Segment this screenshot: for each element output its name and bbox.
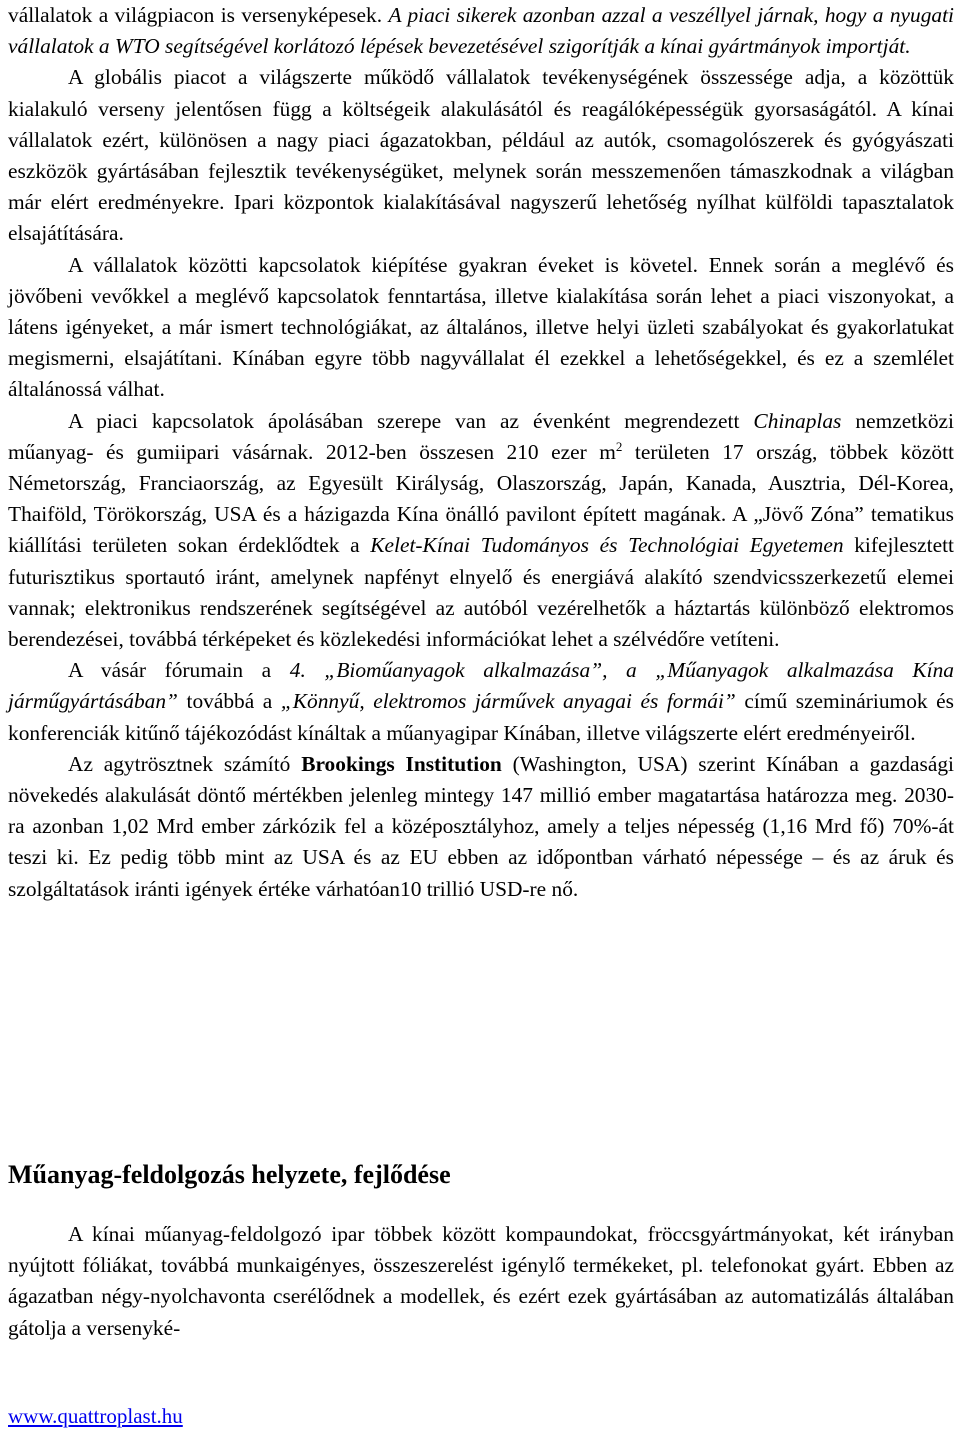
bold-text: Brookings Institution (301, 751, 502, 776)
body-text (8, 0, 954, 905)
paragraph-1 (8, 0, 954, 62)
paragraph-6 (8, 749, 954, 905)
body-text-2 (8, 1219, 954, 1344)
text: továbbá a (186, 689, 273, 714)
paragraph-3: A vállalatok közötti kapcsolatok kiépítése gyakran éveket is követel. Ennek során a meglévő és jövőbeni vevőkkel a meglévő kapcsolatok fenntartása, illetve kialakítása során lehet a piaci viszonyokat, a látens igényeket, a már ismert technológiákat, az általános, illetve helyi üzleti szabályokat és gyakorlatukat megismerni, elsajátítani. Kínában egyre több nagyvállalat él ezekkel a lehetőségekkel, és ez a szemlélet általánossá válhat. (8, 252, 954, 402)
text: Az agytrösztnek számító (68, 751, 291, 776)
italic-text: 4. „Bioműanyagok alkalmazása”, a „Műanyagok alkalmazása Kína járműgyártásában” (8, 658, 955, 714)
italic-text: Kelet-Kínai Tudományos és Technológiai Egyetemen (370, 533, 844, 558)
italic-text: Chinaplas (753, 408, 842, 433)
italic-text: „Könnyű, elektromos járművek anyagai és formái” (280, 689, 736, 714)
italic-text: A piaci sikerek azonban azzal a veszéllyel járnak, hogy a nyugati vállalatok a WTO segítségével korlátozó lépések bevezetésével szigorítják a kínai gyártmányok importját. (8, 3, 954, 59)
paragraph-4 (8, 406, 954, 656)
text: (Washington, USA) szerint Kínában a gazdasági növekedés alakulását döntő mértékben jelenleg mintegy 147 millió ember magatartása határozza meg. 2030-ra azonban 1,02 Mrd ember zárkózik fel a középosztályhoz, amely a teljes népesség (1,16 Mrd fő) 70%-át teszi ki. Ez pedig több mint az USA és az EU ebben az időpontban várható népessége – és az áruk és szolgáltatások iránti igények értéke várhatóan10 trillió USD-re nő. (8, 751, 954, 901)
paragraph-2: A globális piacot a világszerte működő vállalatok tevékenységének összessége adja, a közöttük kialakuló verseny jelentősen függ a költségeik alakulásától és reagálóképességük gyorsaságától. A kínai vállalatok ezért, különösen a nagy piaci ágazatokban, például az autók, csomagolószerek és gyógyászati eszközök gyártásában fejlesztik tevékenységüket, melynek során messzemenően támaszkodnak a világban már elért eredményekre. Ipari központok kialakításával nagyszerű lehetőség nyílhat külföldi tapasztalatok elsajátítására. (8, 65, 954, 246)
superscript: 2 (615, 438, 623, 454)
text: kifejlesztett futurisztikus sportautó iránt, amelynek napfényt elnyelő és energiává alakító szendvicsszerkezetű elemei vannak; elektronikus rendszerének segítségével az autóból vezérelhetők a háztartás különböző elektromos berendezései, továbbá térképeket és közlekedési információkat lehet a szélvédőre vetíteni. (8, 533, 954, 652)
text: A piaci kapcsolatok ápolásában szerepe van az évenként megrendezett (68, 408, 740, 433)
paragraph-5 (8, 655, 954, 749)
text: című szemináriumok és konferenciák kitűnő tájékozódást kínáltak a műanyagipar Kínában, illetve világszerte elért eredményeiről. (8, 689, 954, 745)
text: nemzetközi műanyag- és gumiipari vásárnak. 2012-ben összesen 210 ezer m (8, 408, 954, 464)
paragraph-7: A kínai műanyag-feldolgozó ipar többek között kompaundokat, fröccsgyártmányokat, két irányban nyújtott fóliákat, továbbá munkaigényes, összeszerelést igénylő termékeket, pl. telefonokat gyárt. Ebben az ágazatban négy-nyolchavonta cserélődnek a modellek, és ezért ezek gyártásában az automatizálás általában gátolja a versenyké- (8, 1222, 954, 1340)
section-heading: Műanyag-feldolgozás helyzete, fejlődése (8, 1160, 451, 1189)
footer-link[interactable]: www.quattroplast.hu (8, 1404, 183, 1428)
text: területen 17 ország, többek között Németország, Franciaország, az Egyesült Királyság, Olaszország, Japán, Kanada, Ausztria, Dél-Korea, Thaiföld, Törökország, USA és a házigazda Kína önálló pavilont épített magának. A „Jövő Zóna” tematikus kiállítási területen sokan érdeklődtek a (8, 439, 954, 558)
text: vállalatok a világpiacon is versenyképesek. (8, 3, 383, 27)
text: A vásár fórumain a (68, 658, 272, 683)
